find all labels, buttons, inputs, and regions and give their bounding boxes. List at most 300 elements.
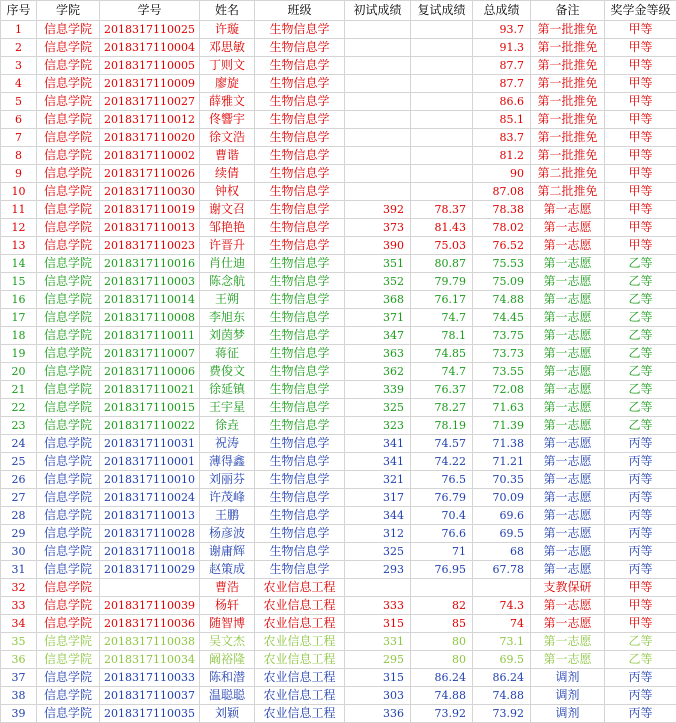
cell-no: 34 — [1, 615, 37, 633]
cell-class: 农业信息工程 — [255, 633, 345, 651]
cell-level: 甲等 — [605, 615, 676, 633]
cell-no: 10 — [1, 183, 37, 201]
cell-total-score: 71.38 — [473, 435, 531, 453]
cell-class: 生物信息学 — [255, 39, 345, 57]
cell-first-score — [345, 75, 411, 93]
cell-second-score: 74.22 — [411, 453, 473, 471]
cell-first-score: 339 — [345, 381, 411, 399]
cell-first-score — [345, 39, 411, 57]
cell-name: 薄得鑫 — [200, 453, 255, 471]
cell-second-score: 78.37 — [411, 201, 473, 219]
cell-class: 生物信息学 — [255, 273, 345, 291]
cell-second-score — [411, 183, 473, 201]
cell-college: 信息学院 — [37, 255, 100, 273]
cell-note: 第一志愿 — [531, 471, 605, 489]
cell-second-score: 75.03 — [411, 237, 473, 255]
table-row — [1, 669, 676, 687]
cell-note: 第一批推免 — [531, 75, 605, 93]
cell-student-id: 2018317110037 — [100, 687, 200, 705]
cell-class: 生物信息学 — [255, 57, 345, 75]
cell-student-id: 2018317110013 — [100, 219, 200, 237]
cell-class: 生物信息学 — [255, 75, 345, 93]
cell-student-id: 2018317110029 — [100, 561, 200, 579]
cell-total-score: 73.75 — [473, 327, 531, 345]
cell-total-score: 71.21 — [473, 453, 531, 471]
table-row — [1, 507, 676, 525]
cell-first-score: 362 — [345, 363, 411, 381]
cell-first-score — [345, 111, 411, 129]
cell-level: 乙等 — [605, 651, 676, 669]
cell-total-score: 78.38 — [473, 201, 531, 219]
cell-class: 生物信息学 — [255, 201, 345, 219]
cell-second-score: 78.19 — [411, 417, 473, 435]
cell-first-score: 341 — [345, 435, 411, 453]
cell-total-score: 75.09 — [473, 273, 531, 291]
cell-total-score: 93.7 — [473, 21, 531, 39]
cell-total-score: 73.92 — [473, 705, 531, 723]
cell-first-score: 336 — [345, 705, 411, 723]
table-row — [1, 57, 676, 75]
cell-first-score: 333 — [345, 597, 411, 615]
cell-total-score: 86.6 — [473, 93, 531, 111]
cell-student-id: 2018317110027 — [100, 93, 200, 111]
cell-no: 39 — [1, 705, 37, 723]
cell-class: 生物信息学 — [255, 507, 345, 525]
cell-note: 第一批推免 — [531, 57, 605, 75]
cell-class: 生物信息学 — [255, 417, 345, 435]
cell-name: 钟权 — [200, 183, 255, 201]
cell-no: 20 — [1, 363, 37, 381]
header-cell-level: 奖学金等级 — [605, 1, 676, 21]
cell-second-score: 81.43 — [411, 219, 473, 237]
cell-note: 第一批推免 — [531, 147, 605, 165]
cell-total-score: 67.78 — [473, 561, 531, 579]
cell-college: 信息学院 — [37, 309, 100, 327]
table-row — [1, 309, 676, 327]
cell-note: 第二批推免 — [531, 183, 605, 201]
cell-student-id: 2018317110014 — [100, 291, 200, 309]
cell-college: 信息学院 — [37, 57, 100, 75]
cell-note: 第一志愿 — [531, 399, 605, 417]
cell-first-score: 373 — [345, 219, 411, 237]
cell-class: 生物信息学 — [255, 147, 345, 165]
table-row — [1, 111, 676, 129]
cell-second-score: 78.27 — [411, 399, 473, 417]
cell-total-score: 69.5 — [473, 525, 531, 543]
cell-no: 22 — [1, 399, 37, 417]
table-row — [1, 399, 676, 417]
cell-total-score: 74.88 — [473, 291, 531, 309]
cell-note: 第一志愿 — [531, 291, 605, 309]
cell-first-score: 323 — [345, 417, 411, 435]
cell-level: 乙等 — [605, 417, 676, 435]
cell-student-id: 2018317110008 — [100, 309, 200, 327]
cell-note: 第一批推免 — [531, 111, 605, 129]
cell-class: 农业信息工程 — [255, 669, 345, 687]
cell-no: 14 — [1, 255, 37, 273]
cell-second-score: 80.87 — [411, 255, 473, 273]
cell-second-score: 76.17 — [411, 291, 473, 309]
cell-class: 生物信息学 — [255, 381, 345, 399]
cell-first-score: 331 — [345, 633, 411, 651]
cell-student-id: 2018317110011 — [100, 327, 200, 345]
cell-level: 丙等 — [605, 489, 676, 507]
cell-college: 信息学院 — [37, 669, 100, 687]
cell-first-score: 371 — [345, 309, 411, 327]
cell-no: 9 — [1, 165, 37, 183]
cell-level: 甲等 — [605, 237, 676, 255]
cell-total-score: 71.63 — [473, 399, 531, 417]
table-row — [1, 255, 676, 273]
table-row — [1, 39, 676, 57]
cell-no: 2 — [1, 39, 37, 57]
cell-second-score: 76.79 — [411, 489, 473, 507]
table-row — [1, 345, 676, 363]
cell-name: 曹谐 — [200, 147, 255, 165]
cell-first-score: 312 — [345, 525, 411, 543]
cell-note: 第一志愿 — [531, 435, 605, 453]
table-row — [1, 615, 676, 633]
cell-name: 徐文浩 — [200, 129, 255, 147]
cell-level: 丙等 — [605, 705, 676, 723]
table-row — [1, 489, 676, 507]
table-row — [1, 75, 676, 93]
cell-class: 农业信息工程 — [255, 687, 345, 705]
cell-level: 甲等 — [605, 39, 676, 57]
cell-college: 信息学院 — [37, 525, 100, 543]
cell-second-score: 74.57 — [411, 435, 473, 453]
cell-no: 15 — [1, 273, 37, 291]
cell-first-score: 363 — [345, 345, 411, 363]
cell-first-score — [345, 129, 411, 147]
cell-student-id: 2018317110023 — [100, 237, 200, 255]
cell-total-score: 78.02 — [473, 219, 531, 237]
cell-second-score: 82 — [411, 597, 473, 615]
cell-college: 信息学院 — [37, 93, 100, 111]
cell-note: 支教保研 — [531, 579, 605, 597]
cell-note: 第一志愿 — [531, 543, 605, 561]
cell-college: 信息学院 — [37, 507, 100, 525]
table-row — [1, 453, 676, 471]
cell-note: 第一志愿 — [531, 381, 605, 399]
cell-level: 丙等 — [605, 561, 676, 579]
cell-class: 生物信息学 — [255, 399, 345, 417]
cell-name: 刘颖 — [200, 705, 255, 723]
cell-college: 信息学院 — [37, 561, 100, 579]
cell-second-score — [411, 579, 473, 597]
cell-second-score: 74.88 — [411, 687, 473, 705]
table-row — [1, 147, 676, 165]
cell-student-id: 2018317110004 — [100, 39, 200, 57]
cell-first-score: 390 — [345, 237, 411, 255]
cell-note: 第一志愿 — [531, 309, 605, 327]
cell-second-score: 76.95 — [411, 561, 473, 579]
cell-name: 陈和潜 — [200, 669, 255, 687]
cell-student-id: 2018317110039 — [100, 597, 200, 615]
cell-total-score: 70.35 — [473, 471, 531, 489]
cell-first-score: 295 — [345, 651, 411, 669]
cell-second-score: 80 — [411, 651, 473, 669]
cell-class: 生物信息学 — [255, 345, 345, 363]
cell-college: 信息学院 — [37, 21, 100, 39]
cell-class: 生物信息学 — [255, 561, 345, 579]
cell-college: 信息学院 — [37, 183, 100, 201]
cell-student-id: 2018317110002 — [100, 147, 200, 165]
cell-level: 甲等 — [605, 183, 676, 201]
cell-name: 温聪聪 — [200, 687, 255, 705]
cell-name: 杨轩 — [200, 597, 255, 615]
cell-college: 信息学院 — [37, 201, 100, 219]
cell-total-score: 75.53 — [473, 255, 531, 273]
cell-second-score — [411, 147, 473, 165]
cell-second-score — [411, 39, 473, 57]
cell-note: 第一志愿 — [531, 363, 605, 381]
cell-total-score: 69.6 — [473, 507, 531, 525]
cell-note: 第一批推免 — [531, 21, 605, 39]
cell-class: 生物信息学 — [255, 489, 345, 507]
table-row — [1, 651, 676, 669]
cell-name: 佟響宇 — [200, 111, 255, 129]
cell-total-score: 87.7 — [473, 75, 531, 93]
cell-name: 薛雅文 — [200, 93, 255, 111]
cell-level: 乙等 — [605, 327, 676, 345]
cell-note: 第一志愿 — [531, 255, 605, 273]
cell-note: 第一志愿 — [531, 525, 605, 543]
cell-college: 信息学院 — [37, 129, 100, 147]
cell-college: 信息学院 — [37, 687, 100, 705]
cell-college: 信息学院 — [37, 327, 100, 345]
cell-name: 许晋升 — [200, 237, 255, 255]
cell-first-score: 315 — [345, 615, 411, 633]
cell-name: 赵策成 — [200, 561, 255, 579]
cell-no: 18 — [1, 327, 37, 345]
cell-no: 32 — [1, 579, 37, 597]
table-row — [1, 165, 676, 183]
cell-student-id: 2018317110020 — [100, 129, 200, 147]
cell-student-id: 2018317110010 — [100, 471, 200, 489]
cell-name: 吴文杰 — [200, 633, 255, 651]
cell-college: 信息学院 — [37, 435, 100, 453]
cell-first-score: 352 — [345, 273, 411, 291]
cell-first-score: 303 — [345, 687, 411, 705]
cell-no: 4 — [1, 75, 37, 93]
cell-class: 生物信息学 — [255, 21, 345, 39]
cell-note: 第一志愿 — [531, 561, 605, 579]
cell-total-score: 74.88 — [473, 687, 531, 705]
header-cell-total-score: 总成绩 — [473, 1, 531, 21]
cell-level: 甲等 — [605, 201, 676, 219]
cell-college: 信息学院 — [37, 615, 100, 633]
cell-no: 6 — [1, 111, 37, 129]
cell-college: 信息学院 — [37, 111, 100, 129]
cell-first-score — [345, 57, 411, 75]
cell-first-score: 368 — [345, 291, 411, 309]
cell-note: 第一批推免 — [531, 39, 605, 57]
cell-name: 邹艳艳 — [200, 219, 255, 237]
cell-class: 生物信息学 — [255, 327, 345, 345]
cell-note: 第一志愿 — [531, 417, 605, 435]
cell-name: 王宇星 — [200, 399, 255, 417]
cell-student-id: 2018317110013 — [100, 507, 200, 525]
cell-name: 陈念航 — [200, 273, 255, 291]
cell-name: 谢庸辉 — [200, 543, 255, 561]
cell-student-id: 2018317110024 — [100, 489, 200, 507]
cell-level: 乙等 — [605, 345, 676, 363]
table-row — [1, 183, 676, 201]
cell-student-id: 2018317110018 — [100, 543, 200, 561]
cell-no: 33 — [1, 597, 37, 615]
cell-student-id: 2018317110028 — [100, 525, 200, 543]
cell-college: 信息学院 — [37, 579, 100, 597]
cell-second-score — [411, 75, 473, 93]
cell-name: 王鹏 — [200, 507, 255, 525]
cell-college: 信息学院 — [37, 237, 100, 255]
cell-no: 16 — [1, 291, 37, 309]
cell-level: 丙等 — [605, 435, 676, 453]
table-row — [1, 237, 676, 255]
cell-first-score: 344 — [345, 507, 411, 525]
cell-name: 蒋征 — [200, 345, 255, 363]
cell-class: 农业信息工程 — [255, 597, 345, 615]
cell-class: 生物信息学 — [255, 165, 345, 183]
cell-note: 调剂 — [531, 687, 605, 705]
table-row — [1, 435, 676, 453]
table-row — [1, 597, 676, 615]
cell-name: 廖旋 — [200, 75, 255, 93]
cell-no: 7 — [1, 129, 37, 147]
cell-second-score: 79.79 — [411, 273, 473, 291]
cell-level: 乙等 — [605, 399, 676, 417]
cell-note: 第一批推免 — [531, 93, 605, 111]
cell-total-score: 71.39 — [473, 417, 531, 435]
cell-note: 第一志愿 — [531, 327, 605, 345]
cell-first-score: 293 — [345, 561, 411, 579]
table-row — [1, 93, 676, 111]
cell-student-id: 2018317110035 — [100, 705, 200, 723]
cell-class: 生物信息学 — [255, 471, 345, 489]
cell-college: 信息学院 — [37, 165, 100, 183]
cell-first-score: 351 — [345, 255, 411, 273]
cell-college: 信息学院 — [37, 705, 100, 723]
cell-class: 生物信息学 — [255, 453, 345, 471]
cell-level: 甲等 — [605, 111, 676, 129]
cell-no: 21 — [1, 381, 37, 399]
cell-note: 第一志愿 — [531, 597, 605, 615]
cell-total-score — [473, 579, 531, 597]
table-row — [1, 219, 676, 237]
cell-class: 农业信息工程 — [255, 579, 345, 597]
cell-student-id: 2018317110036 — [100, 615, 200, 633]
cell-college: 信息学院 — [37, 147, 100, 165]
table-row — [1, 633, 676, 651]
cell-note: 第一志愿 — [531, 633, 605, 651]
cell-second-score: 86.24 — [411, 669, 473, 687]
table-row — [1, 471, 676, 489]
cell-level: 乙等 — [605, 381, 676, 399]
cell-student-id: 2018317110033 — [100, 669, 200, 687]
cell-total-score: 76.52 — [473, 237, 531, 255]
cell-level: 乙等 — [605, 291, 676, 309]
cell-level: 丙等 — [605, 525, 676, 543]
cell-second-score: 85 — [411, 615, 473, 633]
cell-class: 生物信息学 — [255, 93, 345, 111]
cell-college: 信息学院 — [37, 651, 100, 669]
cell-second-score — [411, 129, 473, 147]
table-row — [1, 291, 676, 309]
cell-first-score: 325 — [345, 543, 411, 561]
cell-student-id: 2018317110015 — [100, 399, 200, 417]
cell-no: 12 — [1, 219, 37, 237]
cell-name: 李旭东 — [200, 309, 255, 327]
cell-college: 信息学院 — [37, 597, 100, 615]
cell-level: 乙等 — [605, 633, 676, 651]
cell-class: 生物信息学 — [255, 543, 345, 561]
cell-first-score: 341 — [345, 453, 411, 471]
table-row — [1, 381, 676, 399]
cell-total-score: 87.7 — [473, 57, 531, 75]
cell-college: 信息学院 — [37, 273, 100, 291]
cell-name: 徐垚 — [200, 417, 255, 435]
cell-student-id: 2018317110006 — [100, 363, 200, 381]
table-row — [1, 327, 676, 345]
cell-level: 甲等 — [605, 579, 676, 597]
cell-no: 1 — [1, 21, 37, 39]
cell-total-score: 72.08 — [473, 381, 531, 399]
cell-total-score: 86.24 — [473, 669, 531, 687]
cell-second-score: 80 — [411, 633, 473, 651]
cell-college: 信息学院 — [37, 543, 100, 561]
cell-student-id: 2018317110026 — [100, 165, 200, 183]
cell-class: 生物信息学 — [255, 219, 345, 237]
table-body — [1, 21, 676, 723]
cell-note: 第一志愿 — [531, 273, 605, 291]
cell-class: 生物信息学 — [255, 363, 345, 381]
cell-class: 生物信息学 — [255, 237, 345, 255]
cell-student-id: 2018317110003 — [100, 273, 200, 291]
cell-level: 甲等 — [605, 129, 676, 147]
header-cell-id: 学号 — [100, 1, 200, 21]
cell-level: 乙等 — [605, 309, 676, 327]
cell-college: 信息学院 — [37, 399, 100, 417]
cell-level: 丙等 — [605, 543, 676, 561]
cell-first-score — [345, 579, 411, 597]
cell-student-id: 2018317110001 — [100, 453, 200, 471]
cell-second-score: 76.6 — [411, 525, 473, 543]
cell-level: 甲等 — [605, 219, 676, 237]
cell-student-id — [100, 579, 200, 597]
cell-no: 17 — [1, 309, 37, 327]
cell-first-score — [345, 21, 411, 39]
cell-second-score: 70.4 — [411, 507, 473, 525]
cell-level: 丙等 — [605, 507, 676, 525]
cell-total-score: 70.09 — [473, 489, 531, 507]
cell-student-id: 2018317110034 — [100, 651, 200, 669]
cell-class: 生物信息学 — [255, 309, 345, 327]
cell-second-score: 74.7 — [411, 309, 473, 327]
cell-second-score: 76.37 — [411, 381, 473, 399]
cell-name: 邓思敏 — [200, 39, 255, 57]
cell-student-id: 2018317110005 — [100, 57, 200, 75]
cell-second-score: 71 — [411, 543, 473, 561]
table-header — [1, 1, 676, 21]
cell-total-score: 74 — [473, 615, 531, 633]
header-cell-second-score: 复试成绩 — [411, 1, 473, 21]
cell-second-score — [411, 93, 473, 111]
cell-college: 信息学院 — [37, 633, 100, 651]
cell-no: 13 — [1, 237, 37, 255]
cell-name: 刘茵梦 — [200, 327, 255, 345]
cell-no: 8 — [1, 147, 37, 165]
